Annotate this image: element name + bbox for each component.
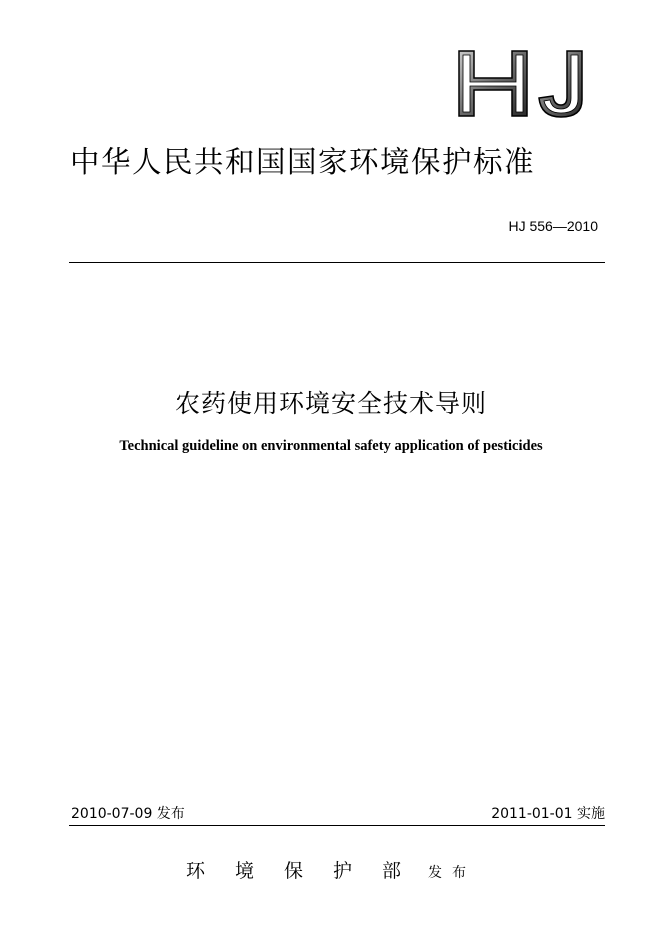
issue-date: 2010-07-09 发布 [71, 806, 185, 822]
standard-number: HJ 556—2010 [508, 218, 598, 234]
document-title-english: Technical guideline on environmental safety application of pesticides [119, 438, 543, 454]
bottom-divider [69, 825, 605, 826]
hj-logo [455, 48, 591, 120]
main-title: 中华人民共和国国家环境保护标准 [70, 145, 536, 179]
issuer-name: 环境保护部 [185, 860, 431, 882]
implementation-date: 2011-01-01 实施 [491, 806, 605, 822]
document-title-chinese: 农药使用环境安全技术导则 [174, 389, 487, 418]
top-divider [69, 262, 605, 263]
issuer-line [0, 856, 662, 883]
issuer-suffix: 发布 [428, 865, 477, 881]
